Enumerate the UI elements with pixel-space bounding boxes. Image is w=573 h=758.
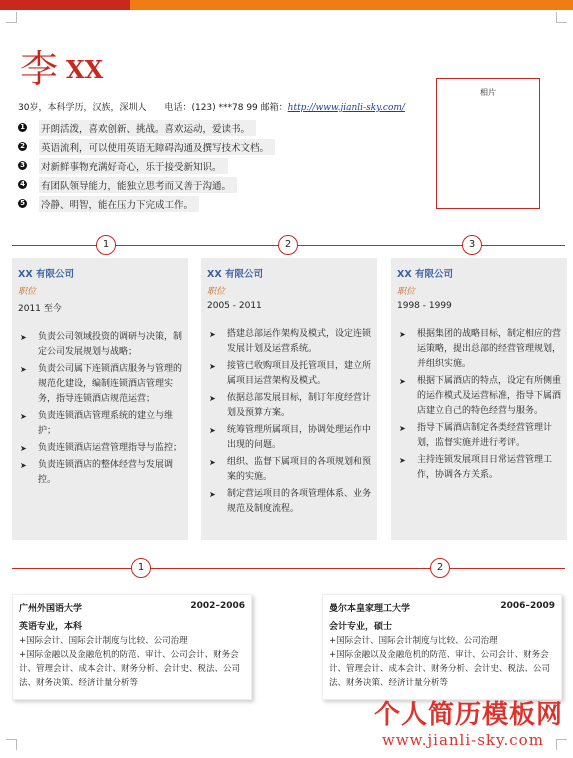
company-name: XX 有限公司 [397,269,453,280]
study-period: 2006–2009 [500,601,555,611]
duty-item: ➤ 制定营运项目的各项管理体系、业务规范及制度流程。 [207,487,371,517]
duty-item: ➤ 统筹管理所属项目，协调处理运作中出现的问题。 [207,423,371,453]
photo-label: 相片 [480,88,496,97]
website-link[interactable]: http://www.jianli-sky.com/ [287,103,405,113]
duty-item: ➤ 根据集团的战略目标，制定相应的营运策略，提出总部的经营管理规划，并组织实施。 [397,327,561,372]
experience-card [391,258,567,540]
duty-item: ➤ 接管已收购项目及托管项目，建立所属项目运营架构及模式。 [207,359,371,389]
number-badge: 2 [18,142,27,151]
education-card [322,594,562,700]
trait-text: 英语流利，可以使用英语无障碍沟通及撰写技术文档。 [39,139,275,155]
trait-text: 开朗活泼，喜欢创新、挑战。喜欢运动，爱读书。 [39,120,256,136]
school-name: 广州外国语大学 [19,604,83,614]
number-badge: 3 [18,161,27,170]
experience-card [12,258,188,540]
duty-item: ➤ 依据总部发展目标，制订年度经营计划及预算方案。 [207,391,371,421]
watermark-title: 个人简历模板网 [374,700,564,730]
duty-item: ➤ 负责公司领域投资的调研与决策，制定公司发展规划与战略； [18,330,182,360]
trait-item [18,156,275,175]
timeline-marker: 2 [278,235,298,255]
timeline-marker: 1 [96,235,116,255]
school-name: 曼尔本皇家理工大学 [329,604,411,614]
crop-mark [556,739,567,750]
number-badge: 5 [18,199,27,208]
job-period: 1998 - 1999 [397,301,452,311]
crop-mark [6,12,17,23]
experience-card [201,258,377,540]
course-list: +国际会计、国际会计制度与比较、公司治理 +国际金融以及金融危机的防范、审计、公司会计、财务会计、管理会计、成本会计、财务分析、会计史、税法、公司法、财务决策、经济计量分析等 [19,636,241,688]
crop-mark [6,739,17,750]
personal-info-line [18,100,405,113]
trait-item [18,194,275,213]
education-timeline [12,568,565,569]
number-badge: 4 [18,180,27,189]
major-degree: 英语专业，本科 [19,622,83,632]
duty-item: ➤ 负责公司属下连锁酒店服务与管理的规范化建设，编制连锁酒店管理实务，指导连锁酒店规范运营； [18,362,182,407]
photo-placeholder [436,78,540,209]
trait-item [18,175,275,194]
surname: 李 [20,47,59,91]
course-list: +国际会计、国际会计制度与比较、公司治理 +国际金融以及金融危机的防范、审计、公司会计、财务会计、管理会计、成本会计、财务分析、会计史、税法、公司法、财务决策、经济计量分析等 [329,636,551,688]
personal-info-text: 30岁，本科学历，汉族，深圳人 电话：(123) ***78 99 邮箱： [18,103,288,113]
duty-list [18,330,182,488]
duty-item: ➤ 负责连锁酒店运营管理指导与监控； [18,441,182,456]
timeline-marker: 1 [131,558,151,578]
trait-item [18,118,275,137]
job-period: 2005 - 2011 [207,301,262,311]
duty-list [207,327,371,517]
education-card [12,594,252,700]
timeline-marker: 2 [430,558,450,578]
timeline-marker: 3 [462,235,482,255]
company-name: XX 有限公司 [18,269,74,280]
duty-item: ➤ 组织、监督下属项目的各项规划和预案的实施。 [207,455,371,485]
major-degree: 会计专业，硕士 [329,622,393,632]
trait-item [18,137,275,156]
top-accent-bar-red [0,0,130,10]
crop-mark [556,12,567,23]
study-period: 2002–2006 [190,601,245,611]
trait-text: 冷静、明智，能在压力下完成工作。 [39,196,199,212]
job-title: 职位 [397,287,416,297]
job-title: 职位 [18,287,37,297]
duty-item: ➤ 搭建总部运作架构及模式，设定连锁发展计划及运营系统。 [207,327,371,357]
given-name: XX [66,55,104,84]
duty-item: ➤ 根据下属酒店的特点，设定有所侧重的运作模式及运营标准，指导下属酒店建立自己的特色经营与服务。 [397,374,561,419]
watermark-url: www.jianli-sky.com [382,731,544,749]
candidate-name [20,47,104,91]
job-title: 职位 [207,287,226,297]
duty-item: ➤ 指导下属酒店制定各类经营管理计划，监督实施并进行考评。 [397,421,561,451]
duty-list [397,327,561,483]
job-period: 2011 至今 [18,304,62,314]
company-name: XX 有限公司 [207,269,263,280]
duty-item: ➤ 负责连锁酒店的整体经营与发展调控。 [18,458,182,488]
trait-text: 对新鲜事物充满好奇心，乐于接受新知识。 [39,158,228,174]
duty-item: ➤ 主持连锁发展项目日常运营管理工作，协调各方关系。 [397,453,561,483]
top-accent-bar-orange [130,0,573,10]
duty-item: ➤ 负责连锁酒店管理系统的建立与维护； [18,409,182,439]
number-badge: 1 [18,123,27,132]
trait-text: 有团队领导能力，能独立思考而又善于沟通。 [39,177,237,193]
traits-list [18,118,275,213]
